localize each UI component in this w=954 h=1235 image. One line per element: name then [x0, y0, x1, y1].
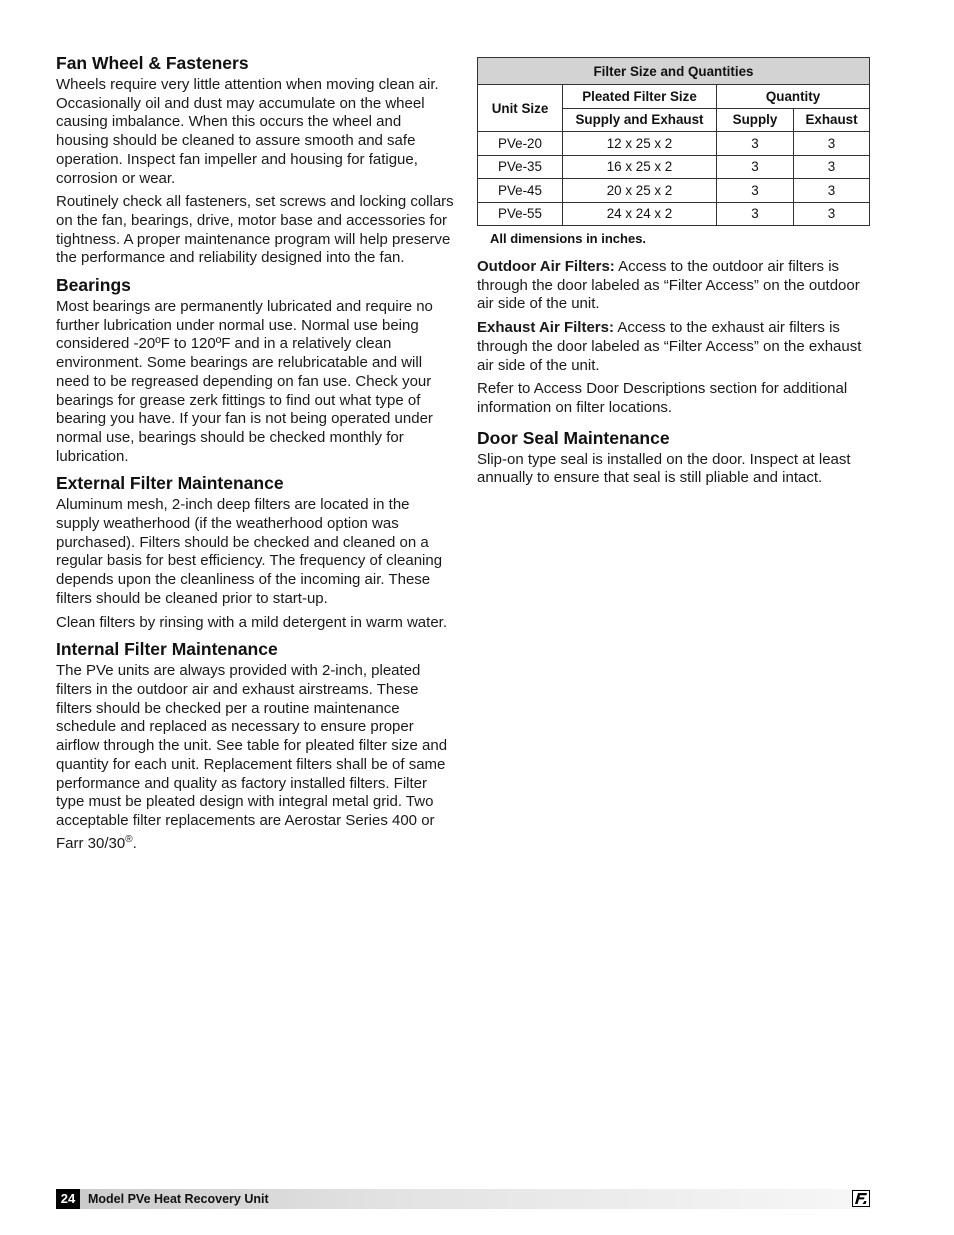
bearings-paragraph: Most bearings are permanently lubricated and require no further lubrication under normal use. Normal use being considered -20ºF to 120ºF and in a relatively clean environment. Some bearings are relubricatable and will need to be regreased depending on fan use. Check your bearings for grease zerk fittings to find out what type of bearing you have. If your fan is not being operated under normal use, bearings should be checked monthly for lubrication.: [56, 298, 433, 465]
right-column: [477, 57, 870, 494]
door-seal-section: [477, 427, 870, 488]
door-seal-paragraph: Slip-on type seal is installed on the door. Inspect at least annually to ensure that seal is still pliable and intact.: [477, 450, 851, 487]
table-row: [478, 132, 870, 156]
footer-title: Model PVe Heat Recovery Unit: [88, 1192, 269, 1206]
exhaust-cell: 3: [794, 155, 870, 179]
table-note: All dimensions in inches.: [490, 231, 647, 246]
exhaust-cell: 3: [794, 202, 870, 226]
supply-cell: 3: [717, 179, 794, 203]
footer-bar: [56, 1189, 870, 1209]
filter-size-table: [477, 57, 870, 226]
exhaust-air-filters-label: Exhaust Air Filters:: [477, 319, 614, 337]
exhaust-air-filters-text: Access to the exhaust air filters is through the door labeled as “Filter Access” on the exhaust air side of the unit.: [477, 319, 862, 374]
external-filter-section: [56, 472, 456, 632]
size-cell: 24 x 24 x 2: [563, 202, 717, 226]
outdoor-air-filters-paragraph: [477, 258, 870, 314]
unit-size-header: Unit Size: [478, 85, 563, 132]
table-title: Filter Size and Quantities: [478, 58, 870, 85]
exhaust-air-filters-paragraph: [477, 319, 870, 375]
unit-cell: PVe-55: [478, 202, 563, 226]
fan-wheel-heading: Fan Wheel & Fasteners: [56, 53, 249, 73]
table-title-row: [478, 58, 870, 85]
fan-wheel-paragraph-1: Wheels require very little attention when moving clean air. Occasionally oil and dust may accumulate on the wheel causing imbalance. When this occurs the wheel and housing should be cleaned to assure smooth and safe operation. Inspect fan impeller and housing for fatigue, corrosion or wear.: [56, 76, 439, 187]
size-cell: 16 x 25 x 2: [563, 155, 717, 179]
unit-cell: PVe-20: [478, 132, 563, 156]
internal-filter-section: [56, 638, 456, 853]
unit-cell: PVe-35: [478, 155, 563, 179]
external-filter-paragraph-1: Aluminum mesh, 2-inch deep filters are located in the supply weatherhood (if the weatherhood option was purchased). Filters should be checked and cleaned on a regular basis for best efficiency. The frequency of cleaning depends upon the cleanliness of the incoming air. These filters should be cleaned prior to start-up.: [56, 496, 443, 607]
fan-wheel-section: [56, 52, 456, 268]
internal-filter-end: .: [132, 834, 137, 852]
unit-cell: PVe-45: [478, 179, 563, 203]
exhaust-cell: 3: [794, 179, 870, 203]
outdoor-air-filters-label: Outdoor Air Filters:: [477, 258, 615, 275]
bearings-heading: Bearings: [56, 275, 131, 296]
exhaust-header: Exhaust: [794, 108, 870, 132]
left-column: [56, 52, 456, 859]
table-row: [478, 155, 870, 179]
size-cell: 12 x 25 x 2: [563, 132, 717, 156]
table-row: [478, 179, 870, 203]
table-header-row-1: [478, 85, 870, 109]
outdoor-air-filters-text: Access to the outdoor air filters is through the door labeled as “Filter Access” on the outdoor air side of the unit.: [477, 258, 860, 313]
table-row: [478, 202, 870, 226]
fan-wheel-paragraph-2: Routinely check all fasteners, set screws and locking collars on the fan, bearings, drive, motor base and accessories for tightness. A proper maintenance program will help preserve the performance and reliability designed into the fan.: [56, 193, 454, 267]
exhaust-cell: 3: [794, 132, 870, 156]
supply-cell: 3: [717, 132, 794, 156]
refer-paragraph: Refer to Access Door Descriptions section for additional information on filter locations.: [477, 380, 848, 416]
greenheck-logo-icon: [852, 1190, 870, 1207]
registered-mark: ®: [125, 833, 133, 845]
supply-cell: 3: [717, 155, 794, 179]
supply-header: Supply: [717, 108, 794, 132]
page-number: 24: [56, 1189, 80, 1209]
supply-cell: 3: [717, 202, 794, 226]
internal-filter-heading: Internal Filter Maintenance: [56, 639, 278, 660]
supply-and-exhaust-header: Supply and Exhaust: [563, 108, 717, 132]
pleated-filter-size-header: Pleated Filter Size: [563, 85, 717, 109]
internal-filter-paragraph: [56, 662, 456, 853]
internal-filter-text: The PVe units are always provided with 2-inch, pleated filters in the outdoor air and exhaust airstreams. These filters should be checked per a routine maintenance schedule and replaced as necessary to ensure proper airflow through the unit. See table for pleated filter size and quantity for each unit. Replacement filters shall be of same performance and quality as factory installed filters. Filter type must be pleated design with integral metal grid. Two acceptable filter replacements are Aerostar Series 400 or Farr 30/30: [56, 662, 448, 852]
external-filter-heading: External Filter Maintenance: [56, 473, 284, 494]
size-cell: 20 x 25 x 2: [563, 179, 717, 203]
quantity-header: Quantity: [717, 85, 870, 109]
bearings-section: [56, 274, 456, 466]
door-seal-heading: Door Seal Maintenance: [477, 427, 670, 448]
external-filter-paragraph-2: Clean filters by rinsing with a mild detergent in warm water.: [56, 613, 447, 631]
